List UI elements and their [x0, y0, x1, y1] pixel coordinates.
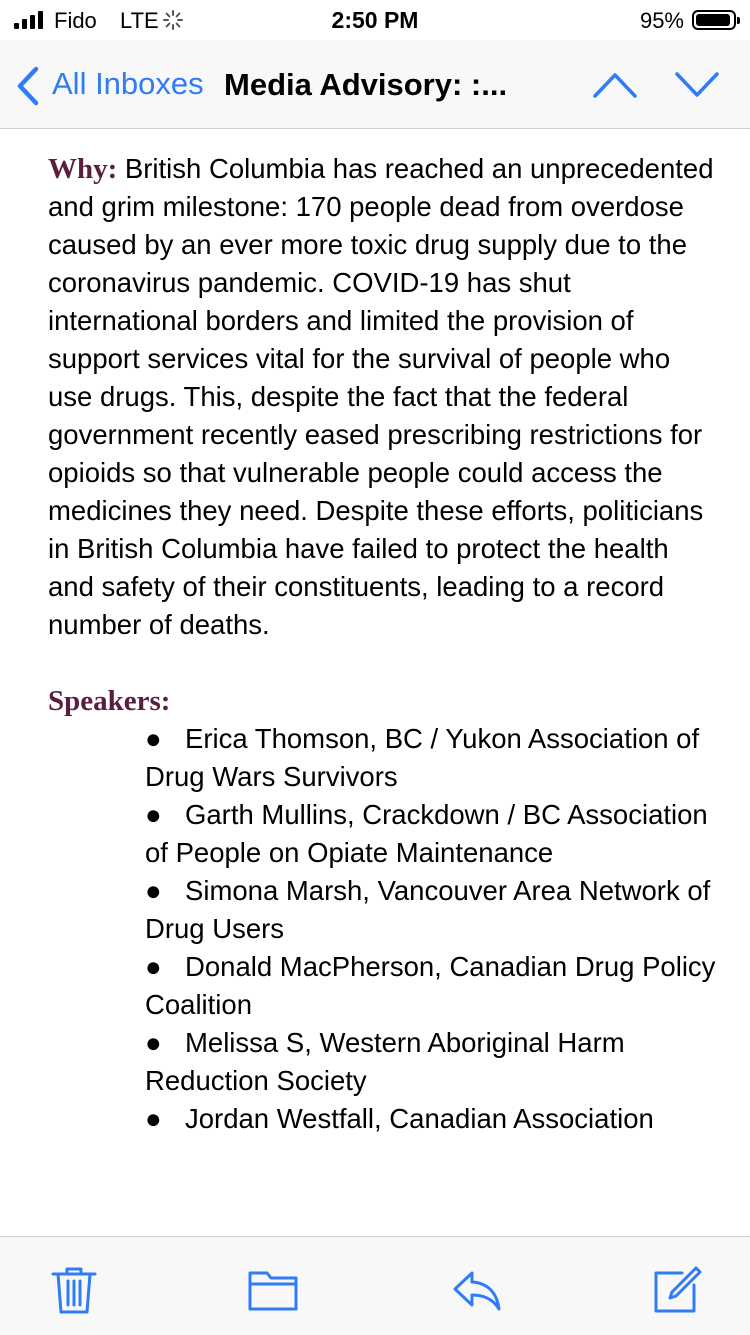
bullet: ● [145, 951, 162, 982]
next-message-chevron-down-icon[interactable] [674, 70, 720, 100]
carrier-name: Fido [54, 8, 97, 33]
folder-icon[interactable] [248, 1265, 298, 1315]
compose-icon[interactable] [652, 1265, 702, 1315]
speaker-text: Melissa S, Western Aboriginal Harm Reduction Society [145, 1027, 625, 1096]
speaker-text: Donald MacPherson, Canadian Drug Policy Coalition [145, 951, 716, 1020]
list-item [145, 720, 718, 796]
list-item [145, 1100, 718, 1138]
speaker-text: Erica Thomson, BC / Yukon Association of Drug Wars Survivors [145, 723, 700, 792]
why-text: British Columbia has reached an unprecedented and grim milestone: 170 people dead from overdose caused by an ever more toxic drug supply due to the coronavirus pandemic. COVID-19 has shut international borders and limited the provision of support services vital for the survival of people who use drugs. This, despite the fact that the federal government recently eased prescribing restrictions for opioids so that vulnerable people could access the medicines they need. Despite these efforts, politicians in British Columbia have failed to protect the health and safety of their constituents, leading to a record number of deaths. [48, 153, 714, 640]
bullet: ● [145, 875, 162, 906]
bottom-toolbar [0, 1236, 750, 1335]
reply-icon[interactable] [452, 1265, 502, 1315]
speaker-text: Jordan Westfall, Canadian Association [185, 1103, 654, 1134]
battery-icon [692, 10, 736, 30]
email-body [48, 150, 718, 1138]
list-item [145, 796, 718, 872]
why-paragraph [48, 150, 718, 644]
status-bar [0, 0, 750, 40]
previous-message-chevron-up-icon[interactable] [592, 70, 638, 100]
speaker-text: Simona Marsh, Vancouver Area Network of Drug Users [145, 875, 711, 944]
bullet: ● [145, 1027, 162, 1058]
bullet: ● [145, 1103, 162, 1134]
speakers-label: Speakers: [48, 685, 171, 717]
battery-percent: 95% [639, 8, 684, 33]
why-label: Why: [48, 153, 118, 185]
battery-level-fill [696, 14, 730, 26]
speakers-section [48, 682, 718, 1138]
speaker-list [48, 720, 718, 1138]
back-button[interactable]: All Inboxes [52, 66, 204, 101]
network-type: LTE [120, 8, 159, 33]
navigation-bar [0, 40, 750, 129]
list-item [145, 1024, 718, 1100]
list-item [145, 872, 718, 948]
clock: 2:50 PM [331, 7, 419, 33]
bullet: ● [145, 799, 162, 830]
list-item [145, 948, 718, 1024]
speaker-text: Garth Mullins, Crackdown / BC Association of People on Opiate Maintenance [145, 799, 708, 868]
bullet: ● [145, 723, 162, 754]
trash-icon[interactable] [49, 1265, 99, 1315]
back-chevron-icon[interactable] [14, 65, 42, 107]
email-subject-title: Media Advisory: :... [224, 67, 508, 102]
